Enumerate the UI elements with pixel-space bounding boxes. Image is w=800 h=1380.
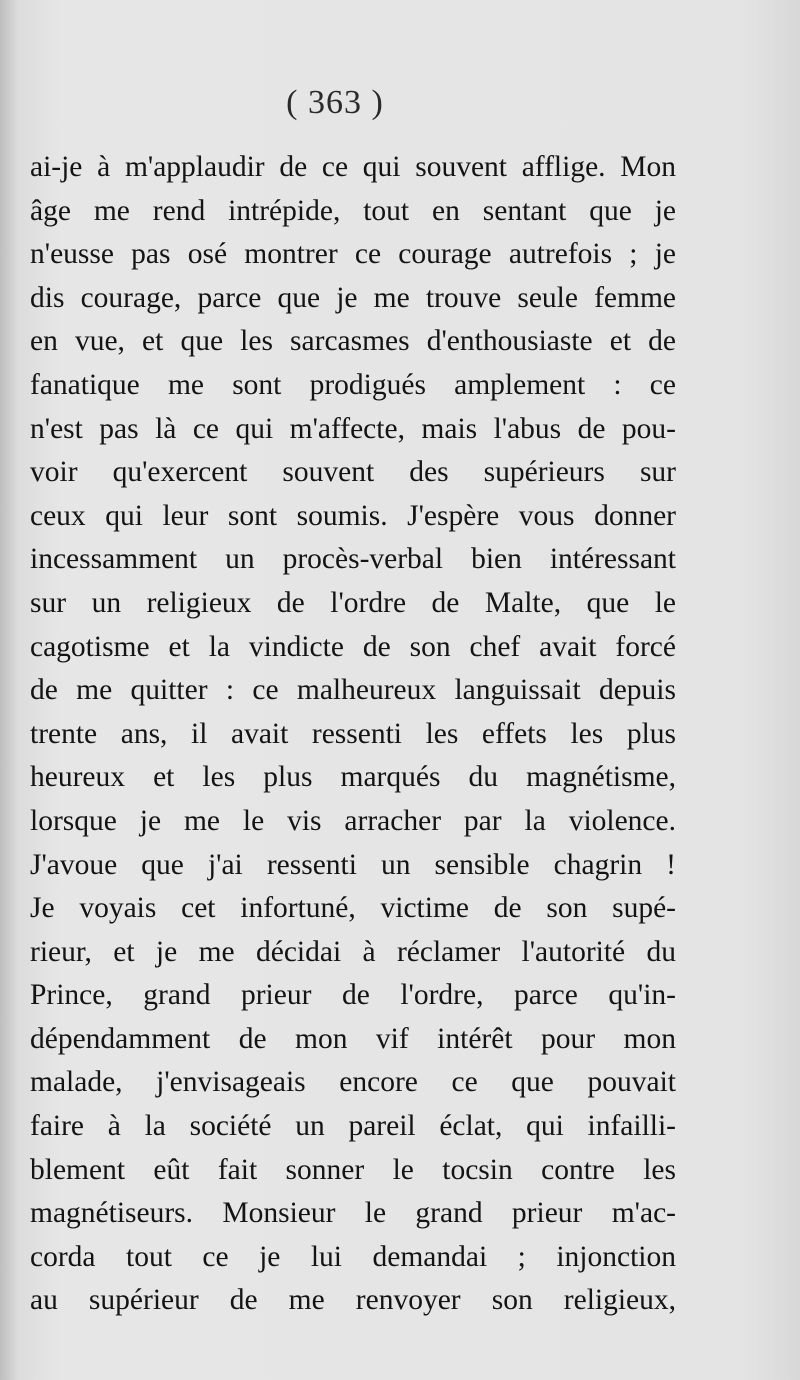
- text-line: n'est pas là ce qui m'affecte, mais l'abus de pou-: [30, 412, 676, 445]
- text-line: malade, j'envisageais encore ce que pouvait: [30, 1066, 676, 1099]
- text-line: incessamment un procès-verbal bien intéressant: [30, 543, 676, 576]
- text-line: de me quitter : ce malheureux languissait depuis: [30, 674, 676, 707]
- text-line: magnétiseurs. Monsieur le grand prieur m'ac-: [30, 1197, 676, 1230]
- text-line: trente ans, il avait ressenti les effets les plus: [30, 717, 676, 750]
- text-line: sur un religieux de l'ordre de Malte, que le: [30, 586, 676, 619]
- text-line: J'avoue que j'ai ressenti un sensible chagrin !: [30, 848, 676, 881]
- text-line: voir qu'exercent souvent des supérieurs sur: [30, 456, 676, 489]
- text-line: faire à la société un pareil éclat, qui infailli-: [30, 1110, 676, 1143]
- text-line: cagotisme et la vindicte de son chef avait forcé: [30, 630, 676, 663]
- body-text: [30, 146, 676, 1323]
- text-line: n'eusse pas osé montrer ce courage autrefois ; je: [30, 238, 676, 271]
- text-line: Prince, grand prieur de l'ordre, parce qu'in-: [30, 979, 676, 1012]
- text-line: heureux et les plus marqués du magnétisme,: [30, 761, 676, 794]
- text-line: en vue, et que les sarcasmes d'enthousiaste et de: [30, 325, 676, 358]
- text-line: dépendamment de mon vif intérêt pour mon: [30, 1022, 676, 1055]
- text-line: au supérieur de me renvoyer son religieux,: [30, 1284, 676, 1317]
- text-line: ceux qui leur sont soumis. J'espère vous donner: [30, 499, 676, 532]
- text-line: ai-je à m'applaudir de ce qui souvent afflige. Mon: [30, 151, 676, 183]
- text-line: corda tout ce je lui demandai ; injonction: [30, 1240, 676, 1273]
- text-line: fanatique me sont prodigués amplement : ce: [30, 368, 676, 401]
- text-line: Je voyais cet infortuné, victime de son supé-: [30, 892, 676, 925]
- text-line: lorsque je me le vis arracher par la violence.: [30, 804, 676, 837]
- text-line: âge me rend intrépide, tout en sentant que je: [30, 194, 676, 227]
- text-line: dis courage, parce que je me trouve seule femme: [30, 281, 676, 314]
- page-number: ( 363 ): [286, 84, 384, 121]
- text-line: blement eût fait sonner le tocsin contre les: [30, 1153, 676, 1186]
- text-line: rieur, et je me décidai à réclamer l'autorité du: [30, 935, 676, 968]
